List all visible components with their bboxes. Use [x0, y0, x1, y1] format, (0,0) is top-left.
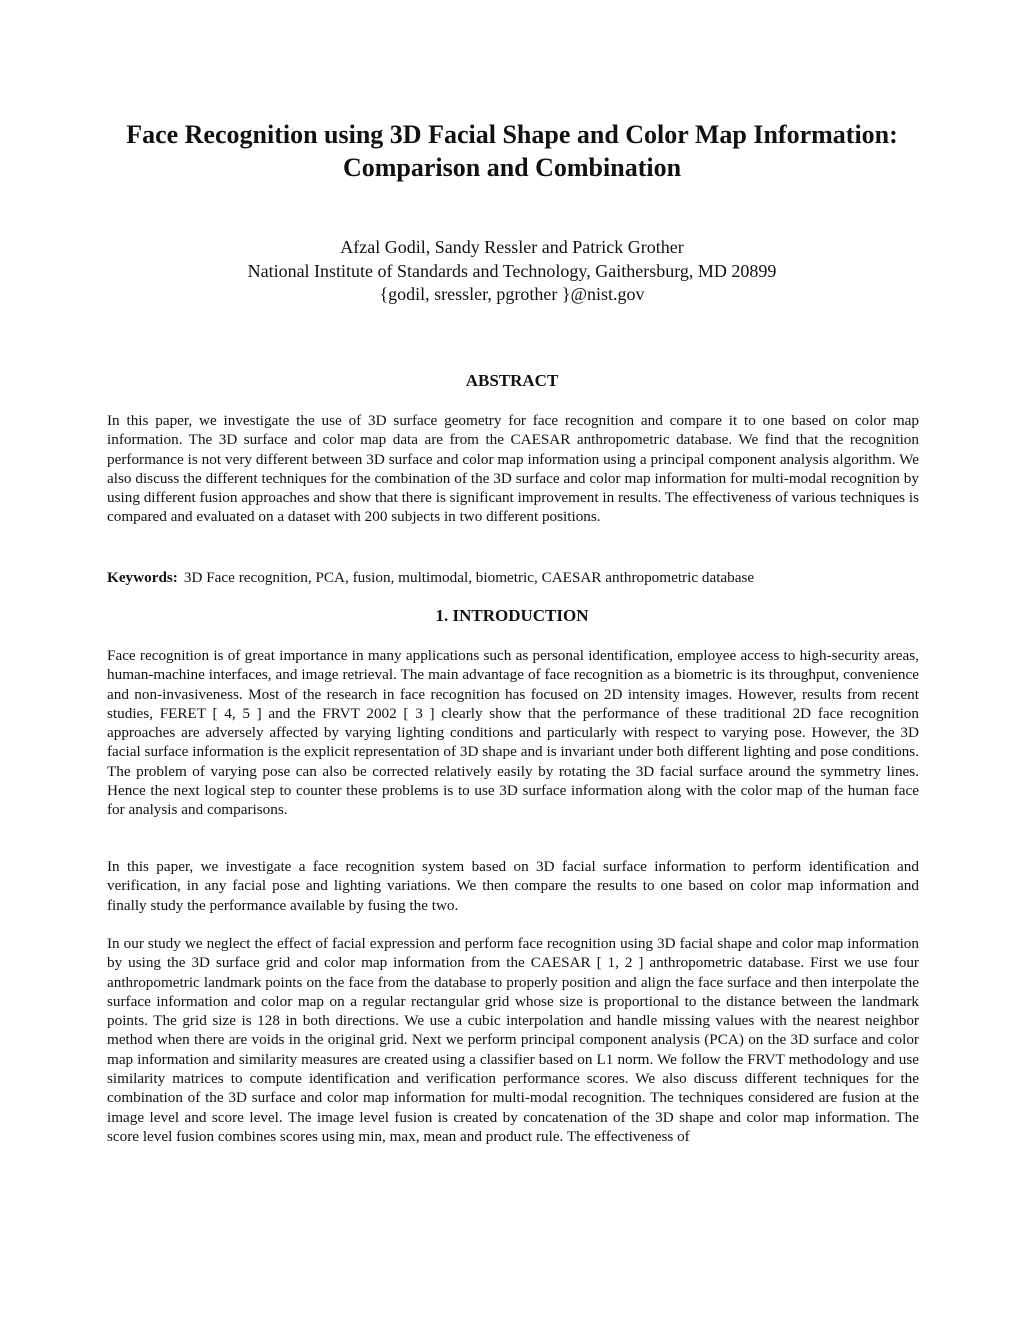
- intro-paragraph-1: Face recognition is of great importance in many applications such as personal identification, employee access to high-security areas, human-machine interfaces, and image retrieval. The main advantage of face recognition as a biometric is its throughput, convenience and non-invasiveness. Most of the research in face recognition has focused on 2D intensity images. However, results from recent studies, FERET [ 4, 5 ] and the FRVT 2002 [ 3 ] clearly show that the performance of these traditional 2D face recognition approaches are adversely affected by varying lighting conditions and particularly with respect to varying pose. However, the 3D facial surface information is the explicit representation of 3D shape and is invariant under both different lighting and pose conditions. The problem of varying pose can also be corrected relatively easily by rotating the 3D facial surface around the symmetry lines. Hence the next logical step to counter these problems is to use 3D surface information along with the color map of the human face for analysis and comparisons.: [107, 647, 919, 819]
- keywords-label: Keywords:: [107, 569, 178, 586]
- author-block: [90, 236, 934, 307]
- title-line-2: Comparison and Combination: [342, 153, 682, 182]
- intro-paragraph-3: In our study we neglect the effect of facial expression and perform face recognition using 3D facial shape and color map information by using the 3D surface grid and color map information from the CAESAR [ 1, 2 ] anthropometric database. First we use four anthropometric landmark points on the face from the database to properly position and align the face surface and then interpolate the surface information and color map on a regular rectangular grid whose size is proportional to the distance between the landmark points. The grid size is 128 in both directions. We use a cubic interpolation and handle missing values with the nearest neighbor method when there are voids in the original grid. Next we perform principal component analysis (PCA) on the 3D surface and color map information and similarity measures are created using a classifier based on L1 norm. We follow the FRVT methodology and use similarity matrices to compute identification and verification performance scores. We also discuss different techniques for the combination of the 3D surface and color map information for multi-modal recognition. The techniques considered are fusion at the image level and score level. The image level fusion is created by concatenation of the 3D shape and color map information. The score level fusion combines scores using min, max, mean and product rule. The effectiveness of: [107, 935, 919, 1145]
- section-heading-introduction: 1. INTRODUCTION: [435, 606, 589, 625]
- keywords-text: 3D Face recognition, PCA, fusion, multimodal, biometric, CAESAR anthropometric database: [183, 569, 755, 586]
- paper-title: [90, 118, 934, 184]
- author-affiliation: National Institute of Standards and Technology, Gaithersburg, MD 20899: [247, 260, 777, 281]
- abstract-text: In this paper, we investigate the use of 3D surface geometry for face recognition and compare it to one based on color map information. The 3D surface and color map data are from the CAESAR anthropometric database. We find that the recognition performance is not very different between 3D surface and color map information using a principal component analysis algorithm. We also discuss the different techniques for the combination of the 3D surface and color map information for multi-modal recognition by using different fusion approaches and show that there is significant improvement in results. The effectiveness of various techniques is compared and evaluated on a dataset with 200 subjects in two different positions.: [107, 412, 919, 526]
- intro-paragraph-2: In this paper, we investigate a face recognition system based on 3D facial surface information to perform identification and verification, in any facial pose and lighting variations. We then compare the results to one based on color map information and finally study the performance available by fusing the two.: [107, 858, 919, 914]
- abstract-heading: ABSTRACT: [465, 371, 559, 390]
- title-line-1: Face Recognition using 3D Facial Shape and Color Map Information:: [126, 120, 898, 149]
- author-names: Afzal Godil, Sandy Ressler and Patrick Grother: [340, 237, 684, 257]
- keywords-line: [107, 568, 919, 587]
- author-emails: {godil, sressler, pgrother }@nist.gov: [379, 284, 645, 304]
